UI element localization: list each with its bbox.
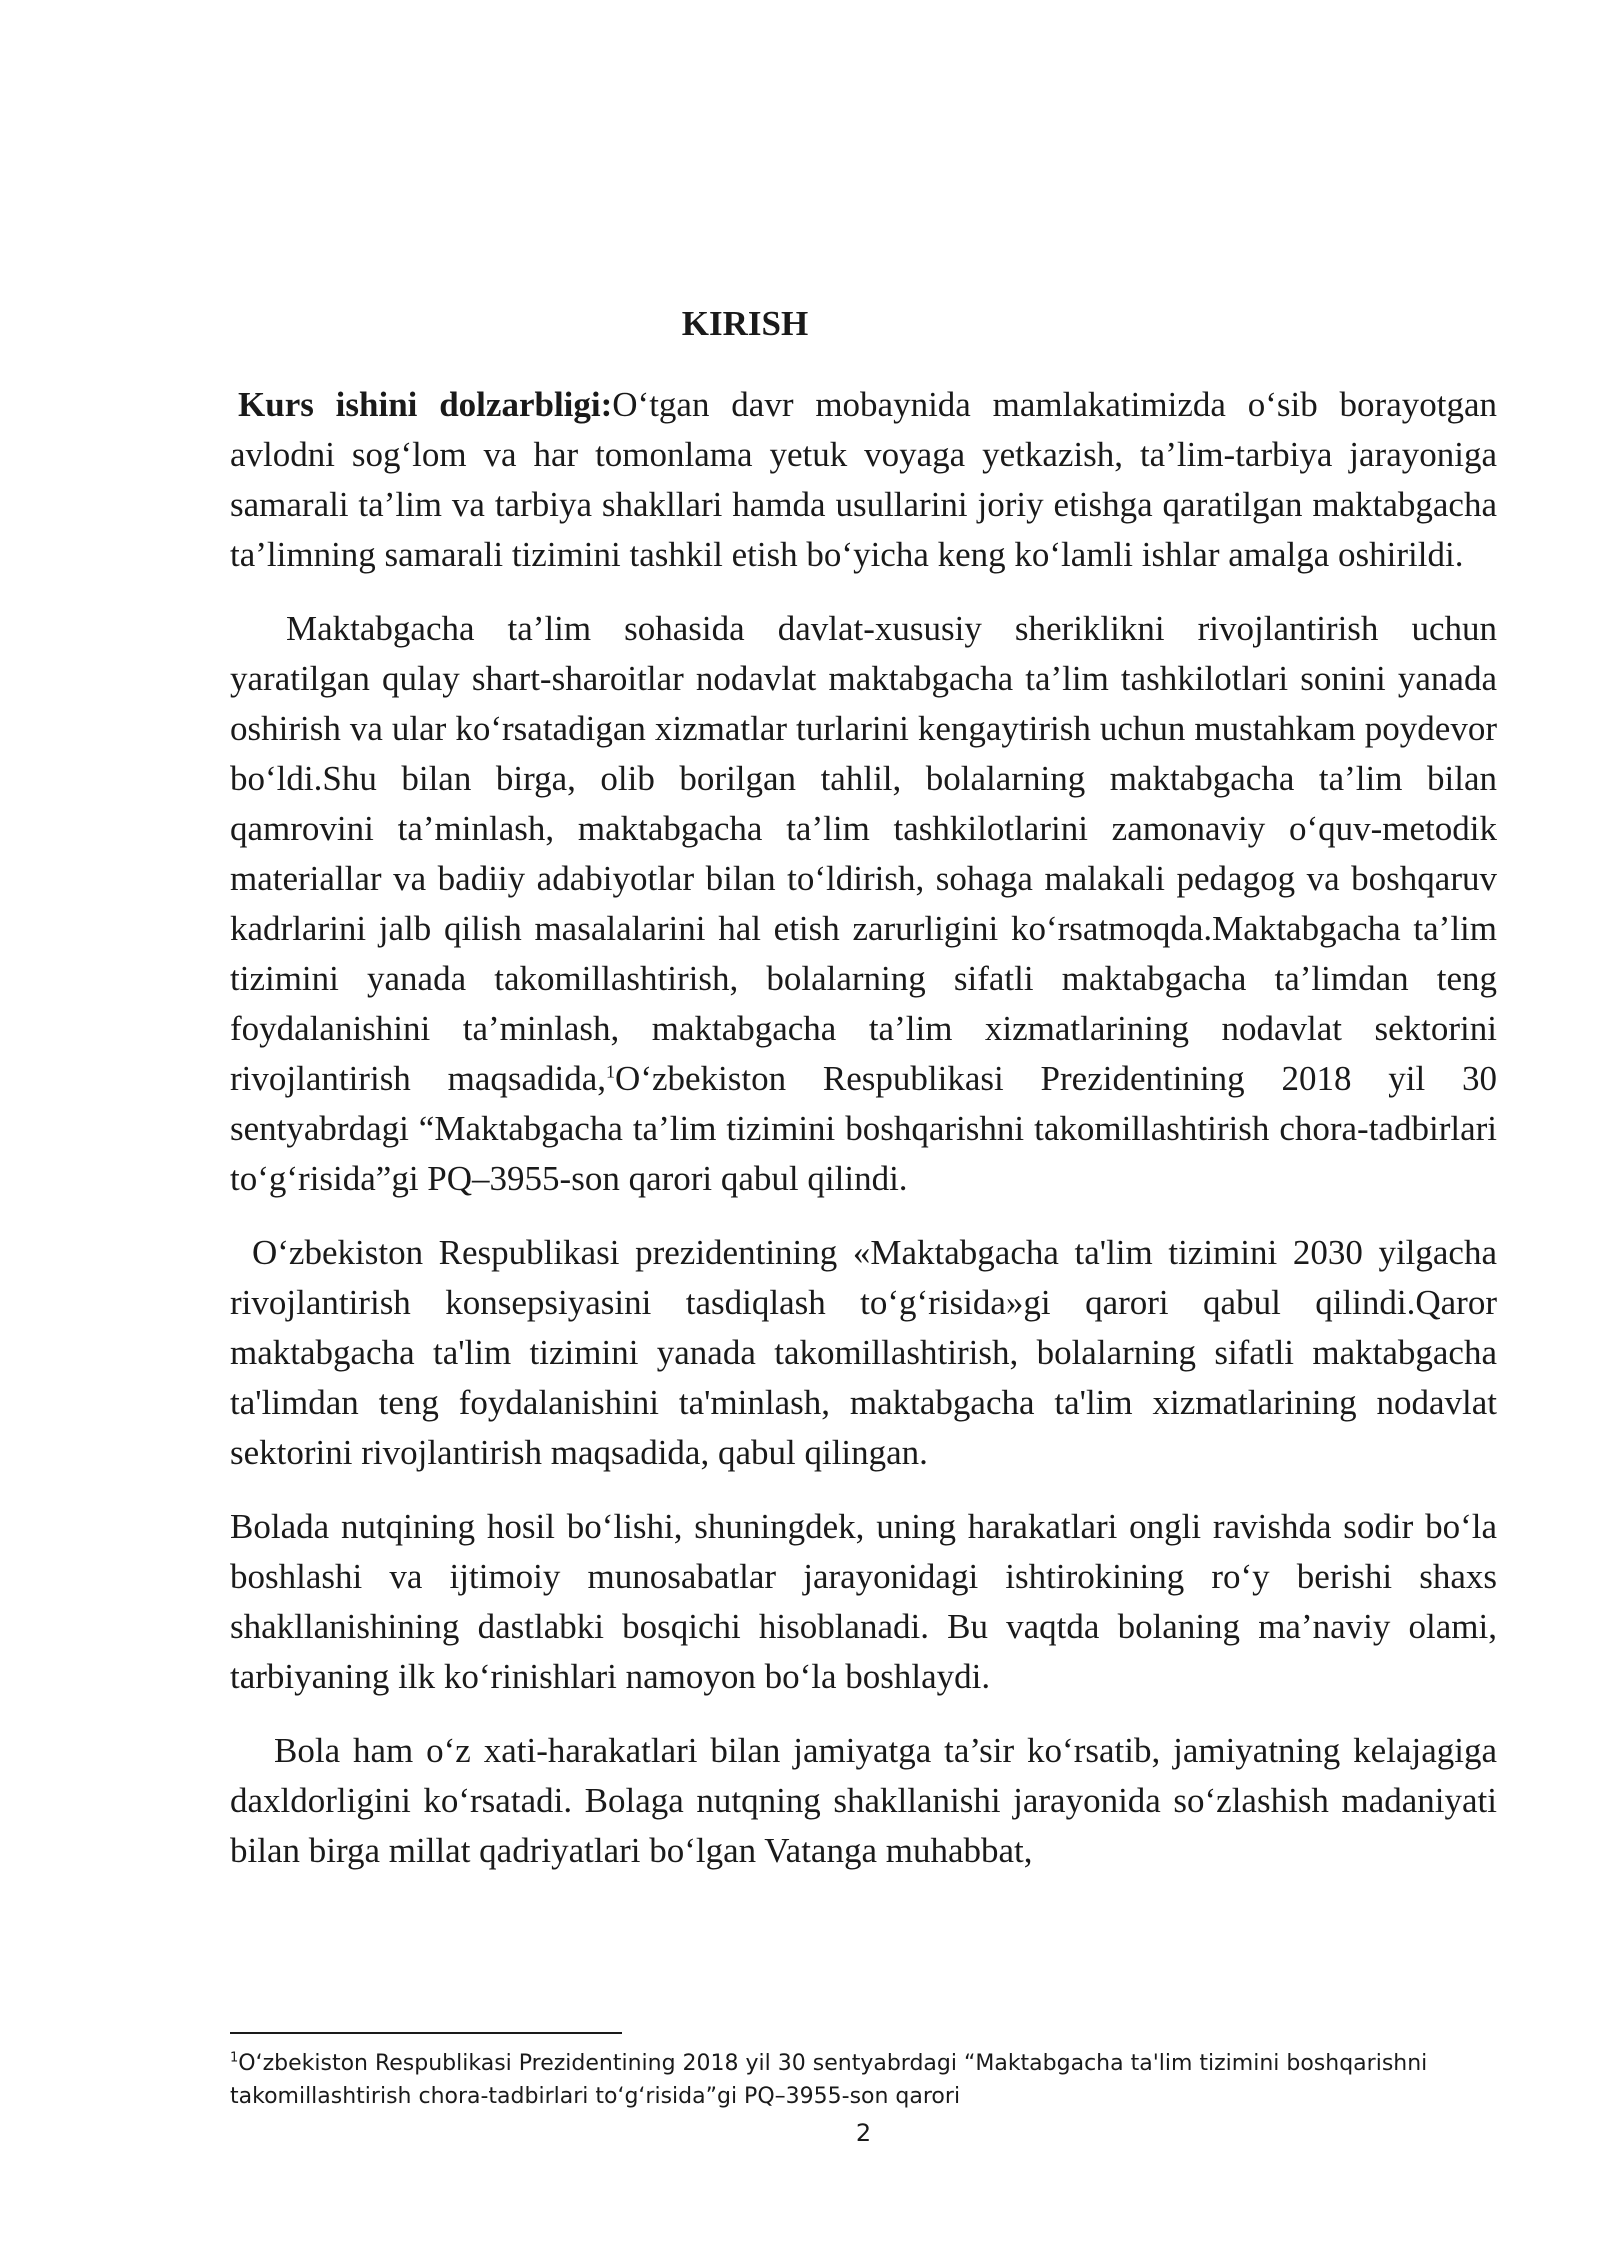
paragraph-text: Maktabgacha ta’lim sohasida davlat-xususiy sheriklikni rivojlantirish uchun yaratilgan qulay shart-sharoitlar nodavlat maktabgacha ta’lim tashkilotlari sonini yanada oshirish va ular ko‘rsatadigan xizmatlar turlarini kengaytirish uchun mustahkam poydevor bo‘ldi.Shu bilan birga, olib borilgan tahlil, bolalarning maktabgacha ta’lim bilan qamrovini ta’minlash, maktabgacha ta’lim tashkilotlarini zamonaviy o‘quv-metodik materiallar va badiiy adabiyotlar bilan to‘ldirish, sohaga malakali pedagog va boshqaruv kadrlarini jalb qilish masalalarini hal etish zarurligini ko‘rsatmoqda.Maktabgacha ta’lim tizimini yanada takomillashtirish, bolalarning sifatli maktabgacha ta’limdan teng foydalanishini ta’minlash, maktabgacha ta’lim xizmatlarining nodavlat sektorini rivojlantirish maqsadida, bbox=[230, 609, 1497, 1098]
footnote-reference[interactable]: 1 bbox=[606, 1061, 616, 1082]
page-title: KIRISH bbox=[681, 304, 809, 343]
paragraph-concept-2030 bbox=[230, 1228, 1497, 1478]
paragraph-speech-development bbox=[230, 1502, 1497, 1702]
paragraph-society-influence bbox=[230, 1726, 1497, 1876]
page-number: 2 bbox=[855, 2119, 872, 2147]
paragraph-public-private bbox=[230, 604, 1497, 1204]
footnote bbox=[230, 2047, 1497, 2113]
body-text bbox=[230, 380, 1497, 1900]
paragraph-text: Bolada nutqining hosil bo‘lishi, shuningdek, uning harakatlari ongli ravishda sodir bo‘la boshlashi va ijtimoiy munosabatlar jarayonidagi ishtirokining ro‘y berishi shaxs shakllanishining dastlabki bosqichi hisoblanadi. Bu vaqtda bolaning ma’naviy olami, tarbiyaning ilk ko‘rinishlari namoyon bo‘la boshlaydi. bbox=[230, 1507, 1497, 1696]
paragraph-lead-heading: Kurs ishini dolzarbligi: bbox=[238, 385, 613, 424]
footnote-separator bbox=[230, 2032, 622, 2034]
paragraph-text: O‘zbekiston Respublikasi Prezidentining 2018 yil 30 sentyabrdagi “Maktabgacha ta’lim tizimini boshqarishni takomillashtirish chora-tadbirlari to‘g‘risida”gi PQ–3955-son qarori qabul qilindi. bbox=[230, 1059, 1498, 1198]
paragraph-relevance bbox=[230, 380, 1497, 580]
footnote-text: O‘zbekiston Respublikasi Prezidentining 2018 yil 30 sentyabrdagi “Maktabgacha ta'lim tizimini boshqarishni takomillashtirish chora-tadbirlari to‘g‘risida”gi PQ–3955-son qarori bbox=[230, 2051, 1428, 2109]
paragraph-text: O‘zbekiston Respublikasi prezidentining «Maktabgacha ta'lim tizimini 2030 yilgacha rivojlantirish konsepsiyasini tasdiqlash to‘g‘risida»gi qarori qabul qilindi.Qaror maktabgacha ta'lim tizimini yanada takomillashtirish, bolalarning sifatli maktabgacha ta'limdan teng foydalanishini ta'minlash, maktabgacha ta'lim xizmatlarining nodavlat sektorini rivojlantirish maqsadida, qabul qilingan. bbox=[230, 1233, 1497, 1472]
paragraph-text: O‘tgan davr mobaynida mamlakatimizda o‘sib borayotgan avlodni sog‘lom va har tomonlama yetuk voyaga yetkazish, ta’lim-tarbiya jarayoniga samarali ta’lim va tarbiya shakllari hamda usullarini joriy etishga qaratilgan maktabgacha ta’limning samarali tizimini tashkil etish bo‘yicha keng ko‘lamli ishlar amalga oshirildi. bbox=[230, 385, 1497, 574]
footnote-mark: 1 bbox=[230, 2050, 239, 2066]
paragraph-text: Bola ham o‘z xati-harakatlari bilan jamiyatga ta’sir ko‘rsatib, jamiyatning kelajagiga daxldorligini ko‘rsatadi. Bolaga nutqning shakllanishi jarayonida so‘zlashish madaniyati bilan birga millat qadriyatlari bo‘lgan Vatanga muhabbat, bbox=[230, 1731, 1497, 1870]
